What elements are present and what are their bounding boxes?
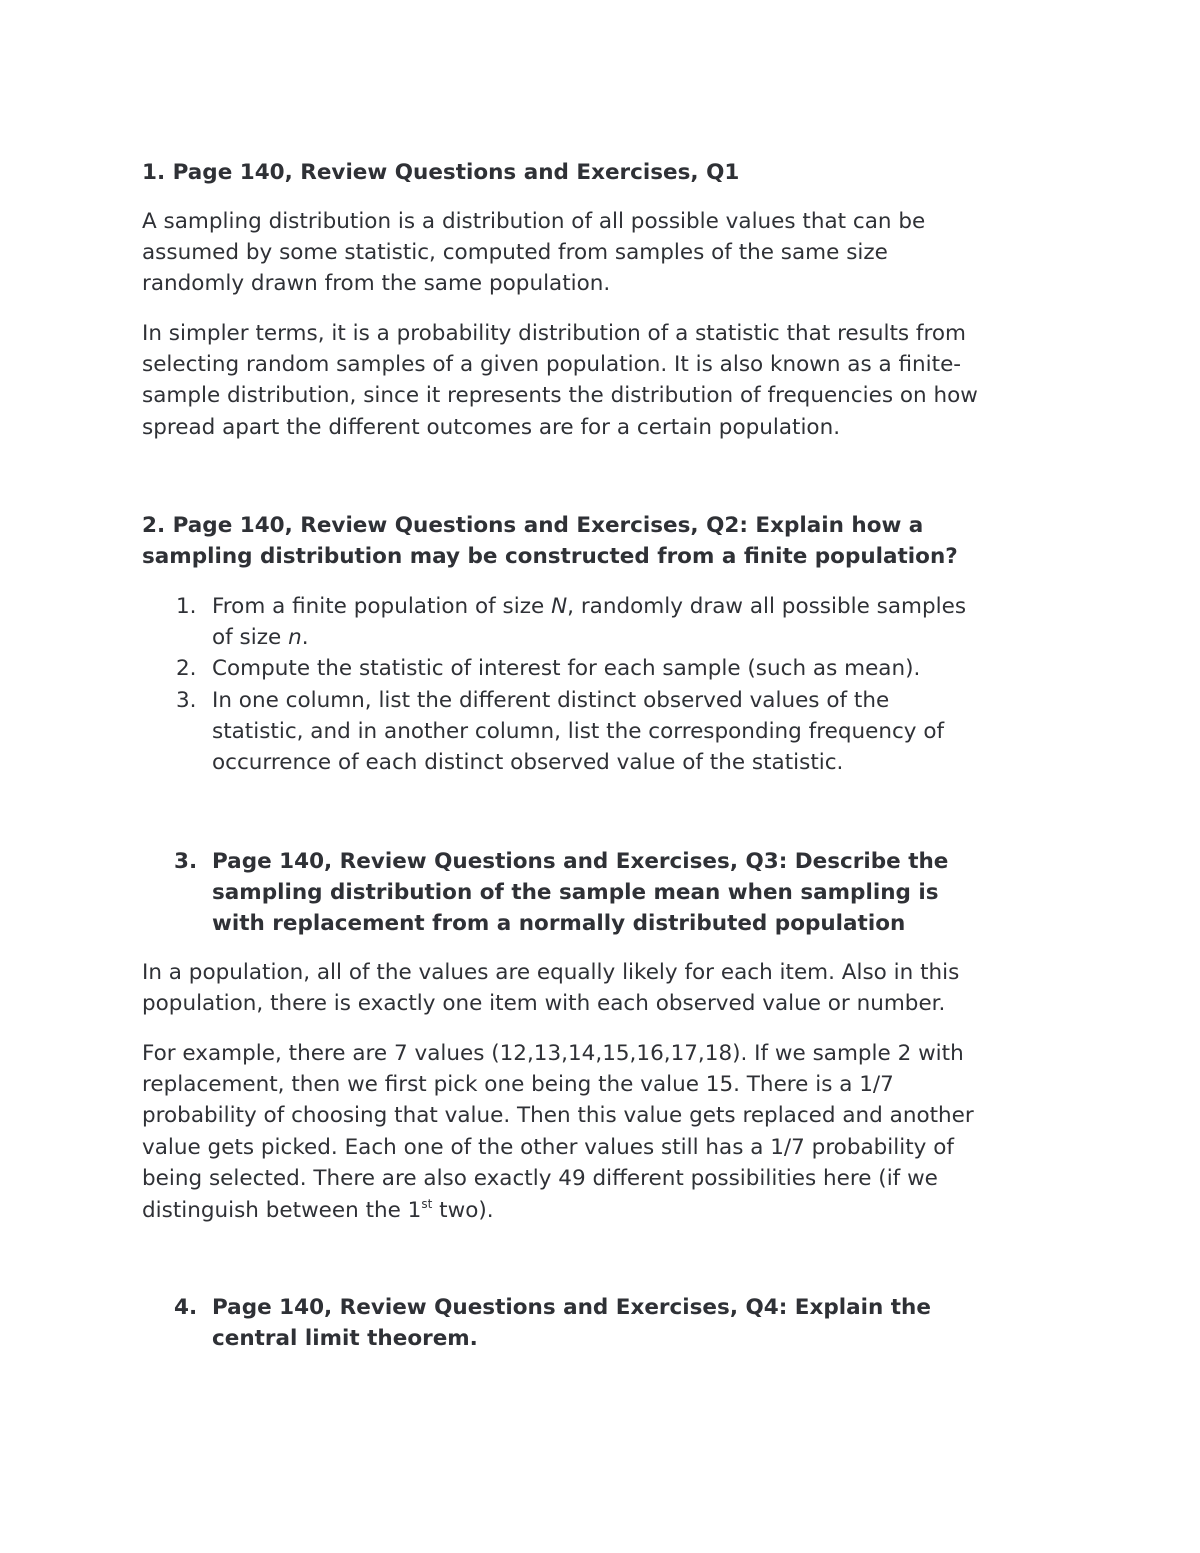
q1-paragraph-1-line: A sampling distribution is a distribution of all possible values that can be (142, 209, 926, 234)
q3-paragraph-1-line: In a population, all of the values are equally likely for each item. Also in this (142, 960, 960, 985)
q2-step-1-line: of size n. (212, 625, 309, 650)
ordinal-superscript: st (421, 1197, 433, 1211)
q2-step-number: 2. (176, 656, 197, 681)
q3-number: 3. (174, 849, 198, 874)
q1-paragraph-2-line: sample distribution, since it represents the distribution of frequencies on how (142, 383, 978, 408)
q3-paragraph-2-line: distinguish between the 1st two). (142, 1197, 494, 1223)
q3-paragraph-2-line: value gets picked. Each one of the other values still has a 1/7 probability of (142, 1135, 954, 1160)
q3-paragraph-2-line: probability of choosing that value. Then this value gets replaced and another (142, 1103, 974, 1128)
q3-paragraph-1-line: population, there is exactly one item with each observed value or number. (142, 991, 946, 1016)
q2-step-3-line: In one column, list the different distinct observed values of the (212, 688, 890, 713)
variable-n: n (288, 625, 302, 650)
q1-paragraph-2-line: In simpler terms, it is a probability distribution of a statistic that results from (142, 321, 966, 346)
q1-paragraph-1-line: randomly drawn from the same population. (142, 271, 611, 296)
q2-step-number: 3. (176, 688, 197, 713)
q1-heading: 1. Page 140, Review Questions and Exercises, Q1 (142, 160, 740, 185)
q2-step-number: 1. (176, 594, 197, 619)
q4-heading-line: Page 140, Review Questions and Exercises, Q4: Explain the (212, 1295, 931, 1320)
variable-N: N (551, 594, 568, 619)
q1-paragraph-2-line: spread apart the different outcomes are for a certain population. (142, 415, 841, 440)
q4-number: 4. (174, 1295, 198, 1320)
q2-step-3-line: occurrence of each distinct observed value of the statistic. (212, 750, 844, 775)
q2-heading-line: 2. Page 140, Review Questions and Exercises, Q2: Explain how a (142, 513, 924, 538)
q3-paragraph-2-line: replacement, then we first pick one being the value 15. There is a 1/7 (142, 1072, 894, 1097)
q3-paragraph-2-line: For example, there are 7 values (12,13,14,15,16,17,18). If we sample 2 with (142, 1041, 964, 1066)
q3-paragraph-2-line: being selected. There are also exactly 49 different possibilities here (if we (142, 1166, 938, 1191)
q2-step-3-line: statistic, and in another column, list the corresponding frequency of (212, 719, 945, 744)
q2-step-2-line: Compute the statistic of interest for each sample (such as mean). (212, 656, 921, 681)
q2-heading-line: sampling distribution may be constructed from a finite population? (142, 544, 958, 569)
q3-heading-line: Page 140, Review Questions and Exercises, Q3: Describe the (212, 849, 949, 874)
q1-paragraph-1-line: assumed by some statistic, computed from samples of the same size (142, 240, 888, 265)
q3-heading-line: with replacement from a normally distributed population (212, 911, 906, 936)
q2-step-1-line: From a finite population of size N, randomly draw all possible samples (212, 594, 967, 619)
q1-paragraph-2-line: selecting random samples of a given population. It is also known as a finite- (142, 352, 962, 377)
q4-heading-line: central limit theorem. (212, 1326, 478, 1351)
q3-heading-line: sampling distribution of the sample mean when sampling is (212, 880, 939, 905)
